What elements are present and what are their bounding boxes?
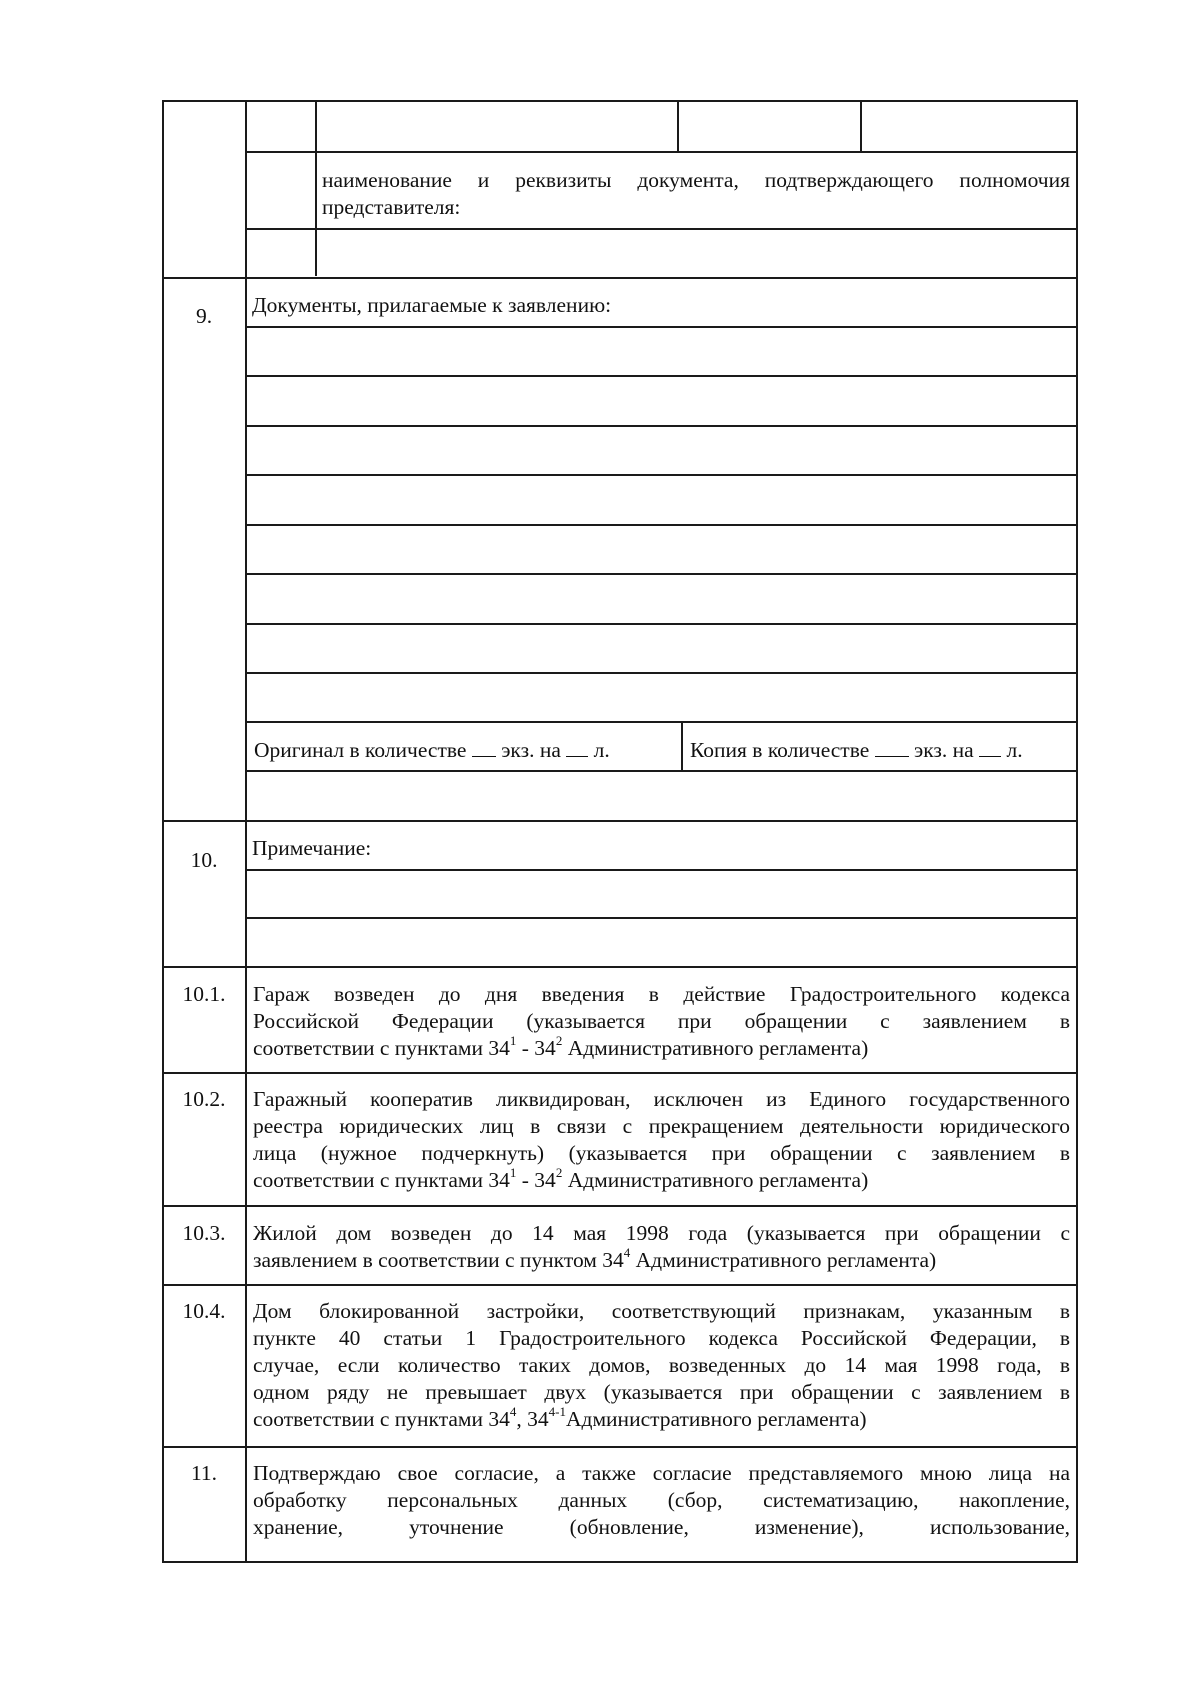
section-10-4-number: 10.4. xyxy=(182,1299,226,1323)
original-count-blank[interactable] xyxy=(472,738,496,757)
section-10-2-line3: лица (нужное подчеркнуть) (указывается при обращении с заявлением в xyxy=(253,1141,1070,1165)
section-10-2-number: 10.2. xyxy=(182,1087,226,1111)
row-line xyxy=(245,672,1078,674)
section-10-4-sup1: 4 xyxy=(509,1403,517,1419)
copy-count-field xyxy=(690,737,1070,764)
inner-column-divider xyxy=(315,100,317,276)
section-10-4-line5-b: , 34 xyxy=(516,1407,549,1431)
section-10-2-sup2: 2 xyxy=(555,1164,563,1180)
original-count-mid: экз. на xyxy=(501,738,561,762)
section-10-2-line1: Гаражный кооператив ликвидирован, исключен из Единого государственного xyxy=(253,1087,1070,1111)
section-10-1-sup1: 1 xyxy=(509,1032,517,1048)
section-10-3-line1: Жилой дом возведен до 14 мая 1998 года (указывается при обращении с xyxy=(253,1221,1070,1245)
row-line xyxy=(245,326,1078,328)
copies-row-divider xyxy=(681,722,683,771)
section-11-line1: Подтверждаю свое согласие, а также согласие представляемого мною лица на xyxy=(253,1461,1070,1485)
table-border-top xyxy=(162,100,1078,102)
original-count-prefix: Оригинал в количестве xyxy=(254,738,467,762)
copy-count-blank[interactable] xyxy=(875,738,909,757)
section-11-line3: хранение, уточнение (обновление, изменение), использование, xyxy=(253,1515,1070,1539)
section-10-title: Примечание: xyxy=(252,836,372,860)
section-10-1-line3-c: Административного регламента) xyxy=(562,1036,869,1060)
row-line xyxy=(245,375,1078,377)
section-11-number: 11. xyxy=(190,1461,218,1485)
row-line xyxy=(245,573,1078,575)
number-column-divider xyxy=(245,100,247,1562)
section-10-2-top-line xyxy=(162,1072,1078,1074)
copy-pages-blank[interactable] xyxy=(979,738,1001,757)
section-10-1-line3-a: соответствии с пунктами 34 xyxy=(253,1036,510,1060)
section-11-top-line xyxy=(162,1446,1078,1448)
section-10-2-line4-c: Административного регламента) xyxy=(562,1168,869,1192)
row-line xyxy=(245,869,1078,871)
section-10-3-line2-a: заявлением в соответствии с пунктом 34 xyxy=(253,1248,624,1272)
section-10-1-line1: Гараж возведен до дня введения в действие Градостроительного кодекса xyxy=(253,982,1070,1006)
original-count-field xyxy=(254,737,674,764)
copy-count-prefix: Копия в количестве xyxy=(690,738,870,762)
row-line xyxy=(245,623,1078,625)
section-10-2-line4 xyxy=(253,1164,1070,1194)
section-10-4-top-line xyxy=(162,1284,1078,1286)
section-10-top-line xyxy=(162,820,1078,822)
copy-count-suffix: л. xyxy=(1006,738,1023,762)
section-10-4-line4: одном ряду не превышает двух (указывается при обращении с заявлением в xyxy=(253,1380,1070,1404)
row-line xyxy=(245,151,1078,153)
section-10-4-sup2: 4-1 xyxy=(548,1403,566,1419)
section-10-3-sup: 4 xyxy=(623,1244,631,1260)
section-10-2-line2: реестра юридических лиц в связи с прекращением деятельности юридического xyxy=(253,1114,1070,1138)
section-9-title: Документы, прилагаемые к заявлению: xyxy=(252,293,612,317)
section-10-4-line2: пункте 40 статьи 1 Градостроительного кодекса Российской Федерации, в xyxy=(253,1326,1070,1350)
section-10-4-line5-c: Административного регламента) xyxy=(565,1407,867,1431)
section-10-3-line2-b: Административного регламента) xyxy=(630,1248,937,1272)
row-line xyxy=(245,524,1078,526)
rep-document-label-line2: представителя: xyxy=(322,195,461,219)
row-line xyxy=(245,721,1078,723)
section-11-line2: обработку персональных данных (сбор, систематизацию, накопление, xyxy=(253,1488,1070,1512)
section-9-number: 9. xyxy=(195,304,213,328)
copy-count-mid: экз. на xyxy=(914,738,974,762)
section-10-1-number: 10.1. xyxy=(182,982,226,1006)
section-10-1-line3 xyxy=(253,1032,1070,1062)
row-line xyxy=(245,917,1078,919)
section-10-3-top-line xyxy=(162,1205,1078,1207)
top-row-divider-1 xyxy=(677,100,679,152)
section-10-4-line1: Дом блокированной застройки, соответствующий признакам, указанным в xyxy=(253,1299,1070,1323)
section-10-1-line2: Российской Федерации (указывается при обращении с заявлением в xyxy=(253,1009,1070,1033)
section-10-3-number: 10.3. xyxy=(182,1221,226,1245)
section-10-3-line2 xyxy=(253,1244,1070,1274)
section-10-1-top-line xyxy=(162,966,1078,968)
section-10-2-line4-b: - 34 xyxy=(516,1168,556,1192)
table-border-bottom xyxy=(162,1561,1078,1563)
row-line xyxy=(245,474,1078,476)
row-line xyxy=(245,425,1078,427)
original-count-suffix: л. xyxy=(593,738,610,762)
original-pages-blank[interactable] xyxy=(566,738,588,757)
section-9-top-line xyxy=(162,277,1078,279)
table-border-right xyxy=(1076,100,1078,1562)
top-row-divider-2 xyxy=(860,100,862,152)
row-line xyxy=(245,770,1078,772)
section-10-4-line5 xyxy=(253,1403,1070,1433)
row-line xyxy=(245,228,1078,230)
section-10-2-sup1: 1 xyxy=(509,1164,517,1180)
section-10-1-sup2: 2 xyxy=(555,1032,563,1048)
section-10-number: 10. xyxy=(190,848,218,872)
section-10-1-line3-b: - 34 xyxy=(516,1036,556,1060)
section-10-4-line3: случае, если количество таких домов, возведенных до 14 мая 1998 года, в xyxy=(253,1353,1070,1377)
section-10-2-line4-a: соответствии с пунктами 34 xyxy=(253,1168,510,1192)
rep-document-label-line1: наименование и реквизиты документа, подтверждающего полномочия xyxy=(322,168,1070,192)
section-10-4-line5-a: соответствии с пунктами 34 xyxy=(253,1407,510,1431)
